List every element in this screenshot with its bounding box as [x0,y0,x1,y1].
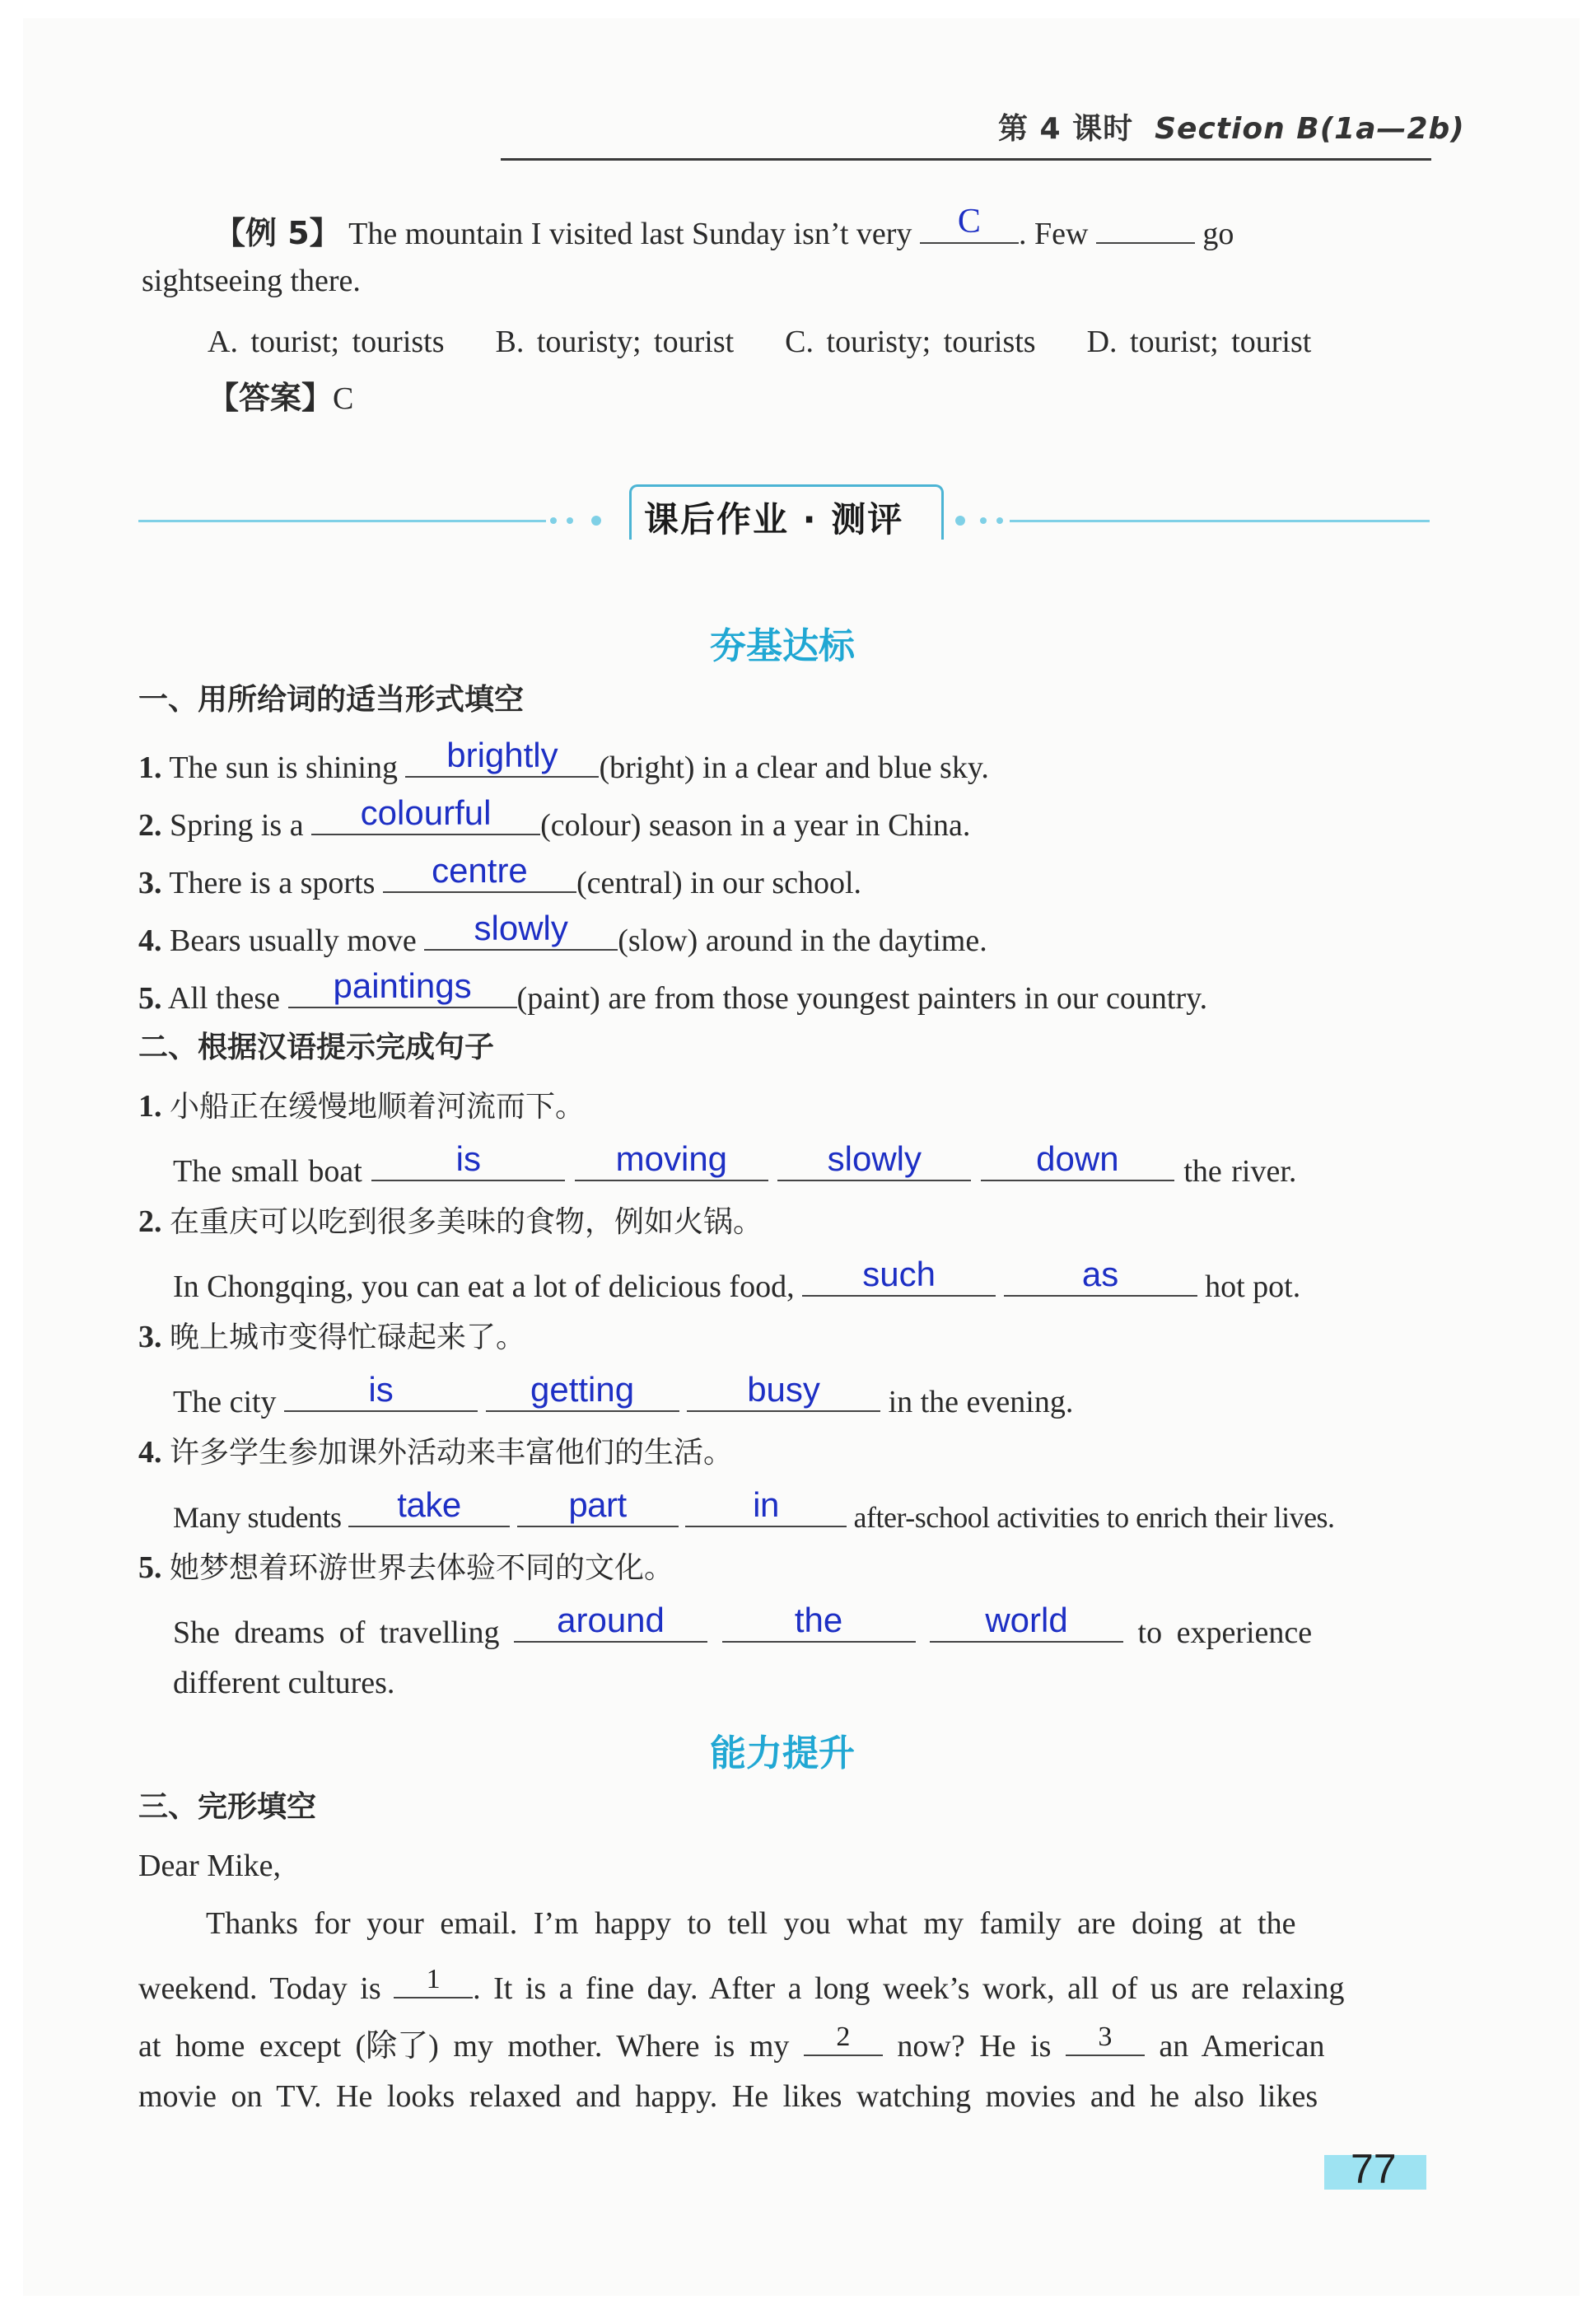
part2-q2-cn: 2. 在重庆可以吃到很多美味的食物，例如火锅。 [138,1204,763,1239]
lesson-label: 第 4 课时 [998,112,1134,146]
part2-q5-en-cont: different cultures. [173,1666,395,1700]
letter-line-3: at home except (除了) my mother. Where is my 2 now? He is 3 an American [138,2022,1325,2064]
letter-line-4: movie on TV. He looks relaxed and happy. He likes watching movies and he also likes [138,2079,1318,2114]
example-5-line2: sightseeing there. [142,264,361,298]
cloze-blank-2: 2 [804,2023,883,2056]
part2-q2-en: In Chongqing, you can eat a lot of delicious food, such as hot pot. [173,1255,1301,1304]
part1-q3-blank: centre [383,860,576,893]
subtitle-basic: 夯基达标 [710,625,855,667]
part1-q1: 1. The sun is shining brightly (bright) in a clear and blue sky. [138,736,989,785]
example-blank-2 [1096,211,1195,244]
part1-q3: 3. There is a sports centre (central) in our school. [138,851,862,900]
example-blank-1: C [920,211,1019,244]
cloze-blank-3: 3 [1066,2023,1145,2056]
part2-q4-en: Many students take part in after-school activities to enrich their lives. [173,1485,1335,1534]
letter-greeting: Dear Mike, [138,1849,282,1883]
example-5-answer: 【答案】C [208,380,354,416]
letter-line-2: weekend. Today is 1 . It is a fine day. After a long week’s work, all of us are relaxing [138,1964,1345,2006]
part1-q4: 4. Bears usually move slowly (slow) around in the daytime. [138,909,987,958]
part2-q3-cn: 3. 晚上城市变得忙碌起来了。 [138,1320,526,1354]
part2-q4-cn: 4. 许多学生参加课外活动来丰富他们的生活。 [138,1435,734,1470]
part3-heading: 三、完形填空 [138,1790,317,1824]
part1-heading: 一、用所给词的适当形式填空 [138,683,525,717]
cloze-blank-1: 1 [394,1966,473,1998]
part2-q1-en: The small boat is moving slowly down the river. [173,1139,1297,1189]
part2-q1-cn: 1. 小船正在缓慢地顺着河流而下。 [138,1089,586,1124]
subtitle-advanced: 能力提升 [710,1732,855,1774]
example-tag: 【例 5】 [214,215,341,251]
part1-q1-blank: brightly [405,745,599,778]
letter-line-1: Thanks for your email. I’m happy to tell you what my family are doing at the [206,1906,1296,1941]
part1-q2: 2. Spring is a colourful (colour) season in a year in China. [138,793,971,843]
part1-q5-blank: paintings [288,975,517,1008]
page-number: 77 [1351,2146,1397,2192]
section-label: Section B(1a—2b) [1155,112,1465,146]
example-5-options: A. tourist; tourists B. touristy; tourist C. touristy; tourists D. tourist; tourist [208,325,1312,359]
part2-q3-en: The city is getting busy in the evening. [173,1370,1074,1419]
part1-q2-blank: colourful [311,802,540,835]
part1-q5: 5. All these paintings (paint) are from those youngest painters in our country. [138,966,1208,1016]
part2-q5-cn: 5. 她梦想着环游世界去体验不同的文化。 [138,1550,674,1585]
banner-line-right [1010,520,1430,522]
part2-q5-en: She dreams of travelling around the world to experience [173,1601,1313,1650]
part2-heading: 二、根据汉语提示完成句子 [138,1031,495,1064]
header-rule [501,158,1431,161]
part1-q4-blank: slowly [424,918,618,951]
example-5-line1: 【例 5】 The mountain I visited last Sunday isn’t very C . Few go [214,203,1234,251]
banner-title: 课后作业 · 测评 [644,499,904,540]
banner-line-left [138,520,546,522]
page-header [998,105,1465,147]
example-text: The mountain I visited last Sunday isn’t very [348,217,912,251]
